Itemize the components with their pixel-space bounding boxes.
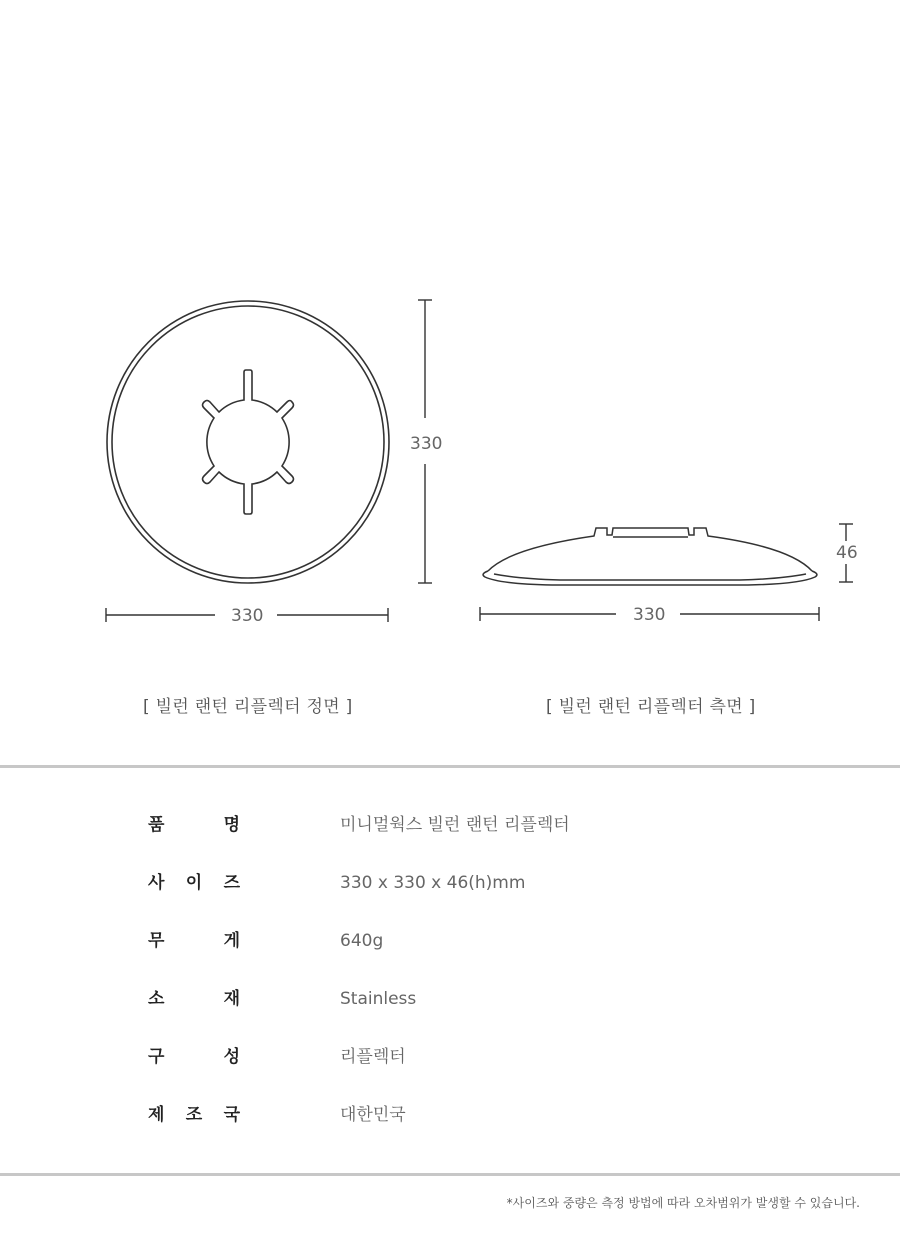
spec-label: 무 게 <box>148 931 240 951</box>
spec-value: Stainless <box>340 989 417 1009</box>
front-view-caption: [ 빌런 랜턴 리플렉터 정면 ] <box>143 697 353 717</box>
front-width-label: 330 <box>231 606 264 626</box>
side-view-caption: [ 빌런 랜턴 리플렉터 측면 ] <box>546 697 756 717</box>
spec-value: 리플렉터 <box>340 1047 406 1067</box>
spec-value: 640g <box>340 931 384 951</box>
front-inner-rim <box>112 306 384 578</box>
bottom-divider <box>0 1173 900 1176</box>
front-center-cutout <box>203 370 294 514</box>
spec-row-country <box>0 1100 900 1130</box>
front-outer-rim <box>107 301 389 583</box>
spec-label: 제 조 국 <box>148 1105 240 1125</box>
side-height-label: 46 <box>836 543 858 563</box>
spec-label: 사 이 즈 <box>148 873 240 893</box>
side-rim <box>483 571 817 585</box>
spec-value: 대한민국 <box>340 1105 406 1125</box>
spec-row-material <box>0 984 900 1014</box>
spec-row-size <box>0 868 900 898</box>
footnote: *사이즈와 중량은 측정 방법에 따라 오차범위가 발생할 수 있습니다. <box>506 1196 860 1210</box>
spec-label: 품 명 <box>148 815 240 835</box>
spec-label: 구 성 <box>148 1047 240 1067</box>
spec-row-product-name <box>0 810 900 840</box>
side-rim-inner <box>494 574 806 580</box>
spec-label: 소 재 <box>148 989 240 1009</box>
top-divider <box>0 765 900 768</box>
side-view-drawing <box>483 528 817 585</box>
front-height-label: 330 <box>410 434 443 454</box>
spec-row-weight <box>0 926 900 956</box>
front-view-drawing <box>107 301 389 583</box>
spec-value: 330 x 330 x 46(h)mm <box>340 873 526 893</box>
side-width-label: 330 <box>633 605 666 625</box>
spec-value: 미니멀웍스 빌런 랜턴 리플렉터 <box>340 815 570 835</box>
spec-row-components <box>0 1042 900 1072</box>
side-dome-body <box>488 528 812 571</box>
